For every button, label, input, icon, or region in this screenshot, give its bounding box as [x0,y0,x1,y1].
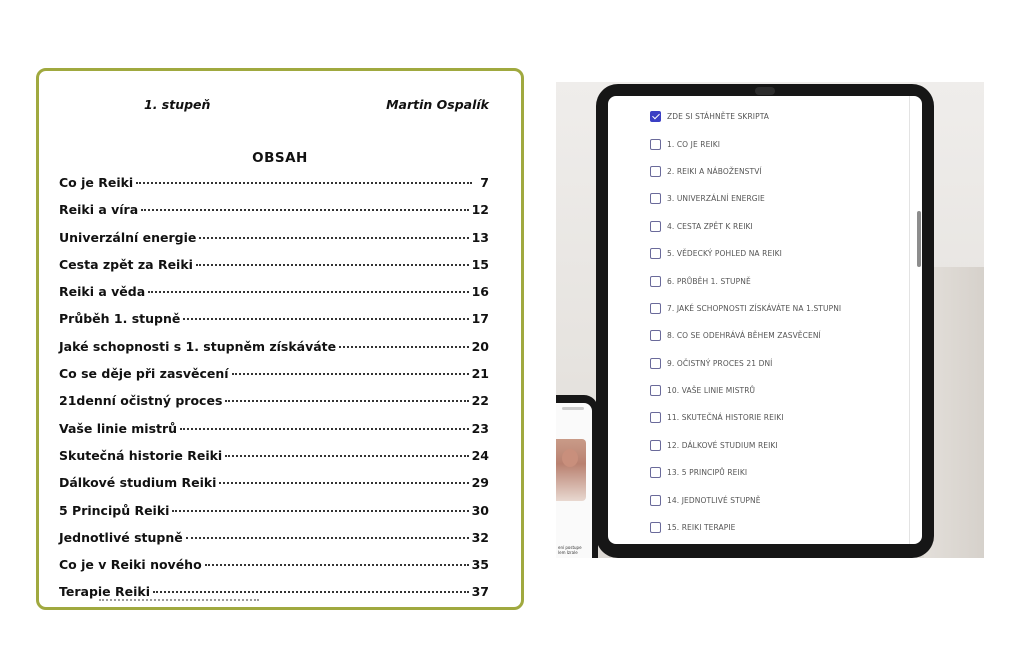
toc-leader-dots [186,537,469,539]
toc-entry-page: 21 [471,366,489,382]
phone-text-snippet [558,545,582,555]
toc-leader-dots [148,291,468,293]
lesson-item[interactable] [650,322,841,349]
toc-entry [59,393,489,420]
toc-entry-page: 7 [480,175,489,190]
lesson-label: 4. CESTA ZPĚT K REIKI [667,221,753,231]
toc-entry-page: 16 [471,284,489,300]
lesson-label: 9. OČISTNÝ PROCES 21 DNÍ [667,358,773,368]
lesson-label: 7. JAKÉ SCHOPNOSTI ZÍSKÁVÁTE NA 1.STUPNI [667,303,842,313]
lesson-item[interactable] [650,103,841,130]
lesson-label: 11. SKUTEČNÁ HISTORIE REIKI [667,413,784,423]
toc-leader-dots [180,428,469,430]
lesson-checklist [650,103,841,541]
lesson-item[interactable] [650,404,841,431]
toc-entry [59,284,489,311]
phone-portrait-image [556,439,586,501]
scrollbar-track [909,96,910,544]
lesson-item[interactable] [650,267,841,294]
cut-off-line [99,599,259,607]
phone-screen [556,403,592,558]
lesson-item[interactable] [650,377,841,404]
lesson-checkbox[interactable] [650,467,661,478]
toc-entry [59,557,489,584]
toc-entry-page: 32 [471,529,489,545]
toc-entry-page: 20 [471,338,489,354]
toc-leader-dots [205,564,469,566]
toc-entry-page: 30 [471,502,489,518]
toc-title: OBSAH [252,150,308,166]
toc-entry [59,475,489,502]
lesson-checkbox[interactable] [650,248,661,259]
lesson-checkbox[interactable] [650,276,661,287]
toc-entry-page: 17 [471,311,489,327]
toc-entry-title: Co je Reiki [59,175,134,190]
lesson-item[interactable] [650,130,841,157]
toc-entry [59,257,489,284]
lesson-item[interactable] [650,514,841,541]
lesson-checkbox[interactable] [650,303,661,314]
toc-leader-dots [232,373,469,375]
toc-entry-title: Vaše linie mistrů [59,420,178,436]
lesson-checkbox[interactable] [650,330,661,341]
lesson-label: 2. REIKI A NÁBOŽENSTVÍ [667,166,762,176]
lesson-checkbox[interactable] [650,440,661,451]
camera-icon [755,87,775,95]
lesson-item[interactable] [650,295,841,322]
toc-entry-page: 13 [471,229,489,245]
toc-entry-title: Skutečná historie Reiki [59,447,223,463]
toc-leader-dots [219,482,468,484]
toc-entry-page: 35 [471,557,489,573]
toc-document-card [36,68,524,610]
toc-entry-title: Reiki a věda [59,284,146,300]
lesson-item[interactable] [650,350,841,377]
header-level: 1. stupeň [144,97,211,112]
toc-entry [59,503,489,530]
phone-text-line: lem Izrale [558,550,578,555]
toc-leader-dots [136,182,472,184]
toc-entry-title: Terapie Reiki [59,584,150,600]
lesson-checkbox[interactable] [650,358,661,369]
toc-entry-title: 21denní očistný proces [59,393,223,409]
toc-entry-title: Co je v Reiki nového [59,557,202,573]
phone-status-bar [562,407,584,410]
toc-entry [59,202,489,229]
lesson-checkbox[interactable] [650,412,661,423]
lesson-label: 10. VAŠE LINIE MISTRŮ [667,386,756,396]
toc-entry [59,530,489,557]
lesson-checkbox[interactable] [650,522,661,533]
toc-list [59,175,489,610]
lesson-label: ZDE SI STÁHNĚTE SKRIPTA [667,112,770,122]
lesson-item[interactable] [650,185,841,212]
toc-entry-page: 12 [471,202,489,218]
portrait-head [562,449,578,467]
toc-entry-title: Dálkové studium Reiki [59,475,217,491]
toc-entry-title: Jednotlivé stupně [59,529,183,545]
toc-leader-dots [141,209,468,211]
scrollbar-thumb[interactable] [917,211,921,267]
toc-entry [59,421,489,448]
toc-entry [59,311,489,338]
toc-entry-page: 37 [471,584,489,600]
toc-leader-dots [153,591,469,593]
lesson-checkbox[interactable] [650,221,661,232]
phone-device [556,395,598,558]
toc-leader-dots [339,346,468,348]
lesson-label: 5. VĚDECKÝ POHLED NA REIKI [667,249,782,259]
document-header [39,97,521,117]
lesson-item[interactable] [650,213,841,240]
toc-entry-title: Cesta zpět za Reiki [59,256,193,272]
lesson-item[interactable] [650,459,841,486]
lesson-checkbox[interactable] [650,166,661,177]
toc-entry-page: 23 [471,420,489,436]
lesson-label: 14. JEDNOTLIVÉ STUPNĚ [667,495,761,505]
lesson-item[interactable] [650,486,841,513]
toc-leader-dots [199,237,468,239]
lesson-label: 6. PRŮBĚH 1. STUPNĚ [667,276,751,286]
lesson-checkbox[interactable] [650,193,661,204]
toc-entry [59,366,489,393]
lesson-checkbox[interactable] [650,139,661,150]
toc-leader-dots [183,318,468,320]
toc-leader-dots [196,264,469,266]
toc-entry-title: Jaké schopnosti s 1. stupněm získáváte [59,338,337,354]
toc-entry-page: 15 [471,256,489,272]
lesson-item[interactable] [650,158,841,185]
lesson-checkbox[interactable] [650,111,661,122]
toc-entry-title: Reiki a víra [59,202,139,218]
toc-entry [59,230,489,257]
toc-entry [59,175,489,202]
tablet-screen [608,96,922,544]
lesson-checkbox[interactable] [650,385,661,396]
lesson-label: 3. UNIVERZÁLNÍ ENERGIE [667,194,765,204]
toc-entry-page: 22 [471,393,489,409]
lesson-checkbox[interactable] [650,495,661,506]
lesson-label: 8. CO SE ODEHRÁVÁ BĚHEM ZASVĚCENÍ [667,331,821,341]
header-author: Martin Ospalík [386,97,489,112]
toc-leader-dots [225,455,468,457]
tablet-device [596,84,934,558]
toc-entry [59,339,489,366]
lesson-label: 13. 5 PRINCIPŮ REIKI [667,468,748,478]
toc-leader-dots [225,400,468,402]
lesson-item[interactable] [650,240,841,267]
toc-entry-title: Co se děje při zasvěcení [59,366,229,382]
toc-leader-dots [172,510,468,512]
toc-entry-title: Průběh 1. stupně [59,311,181,327]
toc-entry-title: 5 Principů Reiki [59,502,170,518]
phone-text-line: ení postupe [558,545,582,550]
toc-entry [59,448,489,475]
lesson-item[interactable] [650,432,841,459]
lesson-label: 1. CO JE REIKI [667,139,721,149]
lesson-label: 12. DÁLKOVÉ STUDIUM REIKI [667,440,778,450]
lesson-label: 15. REIKI TERAPIE [667,523,736,533]
toc-entry-page: 29 [471,475,489,491]
toc-entry-title: Univerzální energie [59,229,197,245]
toc-entry-page: 24 [471,447,489,463]
